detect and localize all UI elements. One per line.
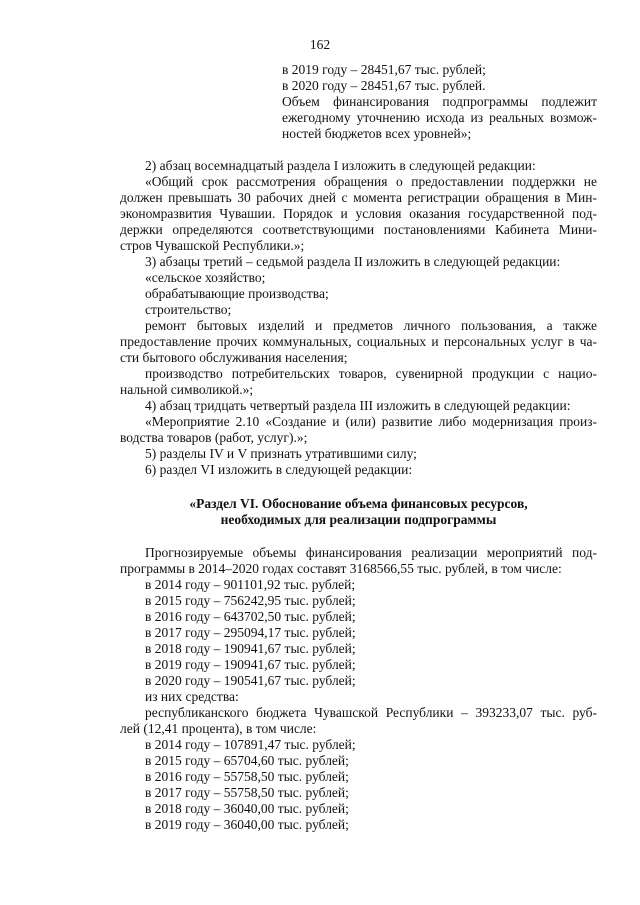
- text-line: производство потребительских товаров, сувенирной продукции с нацио-: [145, 366, 597, 381]
- text-line: 4) абзац тридцать четвертый раздела III изложить в следующей редакции:: [145, 398, 571, 413]
- text-line: в 2014 году – 901101,92 тыс. рублей;: [145, 577, 356, 592]
- text-line: 2) абзац восемнадцатый раздела I изложить в следующей редакции:: [145, 158, 536, 173]
- text-line: водства товаров (работ, услуг).»;: [120, 430, 308, 445]
- text-line: лей (12,41 процента), в том числе:: [120, 721, 317, 736]
- text-line: держки определяются соответствующими постановлениями Кабинета Мини-: [120, 222, 597, 237]
- text-line: 5) разделы IV и V признать утратившими силу;: [145, 446, 417, 461]
- text-line: в 2020 году – 28451,67 тыс. рублей.: [282, 78, 486, 93]
- text-line: программы в 2014–2020 годах составят 3168566,55 тыс. рублей, в том числе:: [120, 561, 562, 576]
- text-line: в 2016 году – 643702,50 тыс. рублей;: [145, 609, 356, 624]
- text-line: в 2014 году – 107891,47 тыс. рублей;: [145, 737, 356, 752]
- text-line: республиканского бюджета Чувашской Республики – 393233,07 тыс. руб-: [145, 705, 597, 720]
- text-line: нальной символикой.»;: [120, 382, 254, 397]
- text-line: в 2018 году – 36040,00 тыс. рублей;: [145, 801, 349, 816]
- text-line: «Мероприятие 2.10 «Создание и (или) развитие либо модернизация произ-: [145, 414, 597, 429]
- text-line: в 2017 году – 295094,17 тыс. рублей;: [145, 625, 356, 640]
- section-heading: «Раздел VI. Обоснование объема финансовых ресурсов,: [189, 496, 528, 511]
- text-line: ремонт бытовых изделий и предметов личного пользования, а также: [145, 318, 597, 333]
- text-line: Объем финансирования подпрограммы подлежит: [282, 94, 597, 109]
- text-line: ежегодному уточнению исхода из реальных возмож-: [282, 110, 597, 125]
- text-line: в 2019 году – 190941,67 тыс. рублей;: [145, 657, 356, 672]
- text-line: должен превышать 30 рабочих дней с момента регистрации обращения в Мин-: [120, 190, 597, 205]
- text-line: экономразвития Чувашии. Порядок и условия оказания государственной под-: [120, 206, 597, 221]
- text-line: из них средства:: [145, 689, 239, 704]
- text-line: в 2016 году – 55758,50 тыс. рублей;: [145, 769, 349, 784]
- text-line: 6) раздел VI изложить в следующей редакции:: [145, 462, 413, 477]
- text-line: в 2019 году – 28451,67 тыс. рублей;: [282, 62, 486, 77]
- text-line: в 2017 году – 55758,50 тыс. рублей;: [145, 785, 349, 800]
- text-line: «сельское хозяйство;: [145, 270, 266, 285]
- text-line: сти бытового обслуживания населения;: [120, 350, 348, 365]
- text-line: в 2020 году – 190541,67 тыс. рублей;: [145, 673, 356, 688]
- text-line: в 2015 году – 65704,60 тыс. рублей;: [145, 753, 349, 768]
- text-line: Прогнозируемые объемы финансирования реализации мероприятий под-: [145, 545, 597, 560]
- text-line: обрабатывающие производства;: [145, 286, 329, 301]
- text-line: в 2015 году – 756242,95 тыс. рублей;: [145, 593, 356, 608]
- text-line: в 2018 году – 190941,67 тыс. рублей;: [145, 641, 356, 656]
- text-line: строительство;: [145, 302, 232, 317]
- text-line: в 2019 году – 36040,00 тыс. рублей;: [145, 817, 349, 832]
- page-number: 162: [309, 37, 331, 52]
- text-line: «Общий срок рассмотрения обращения о предоставлении поддержки не: [145, 174, 597, 189]
- text-line: 3) абзацы третий – седьмой раздела II изложить в следующей редакции:: [145, 254, 561, 269]
- section-heading: необходимых для реализации подпрограммы: [220, 512, 497, 527]
- text-line: стров Чувашской Республики.»;: [120, 238, 305, 253]
- text-line: ностей бюджетов всех уровней»;: [282, 126, 472, 141]
- text-line: предоставление прочих коммунальных, социальных и персональных услуг в ча-: [120, 334, 597, 349]
